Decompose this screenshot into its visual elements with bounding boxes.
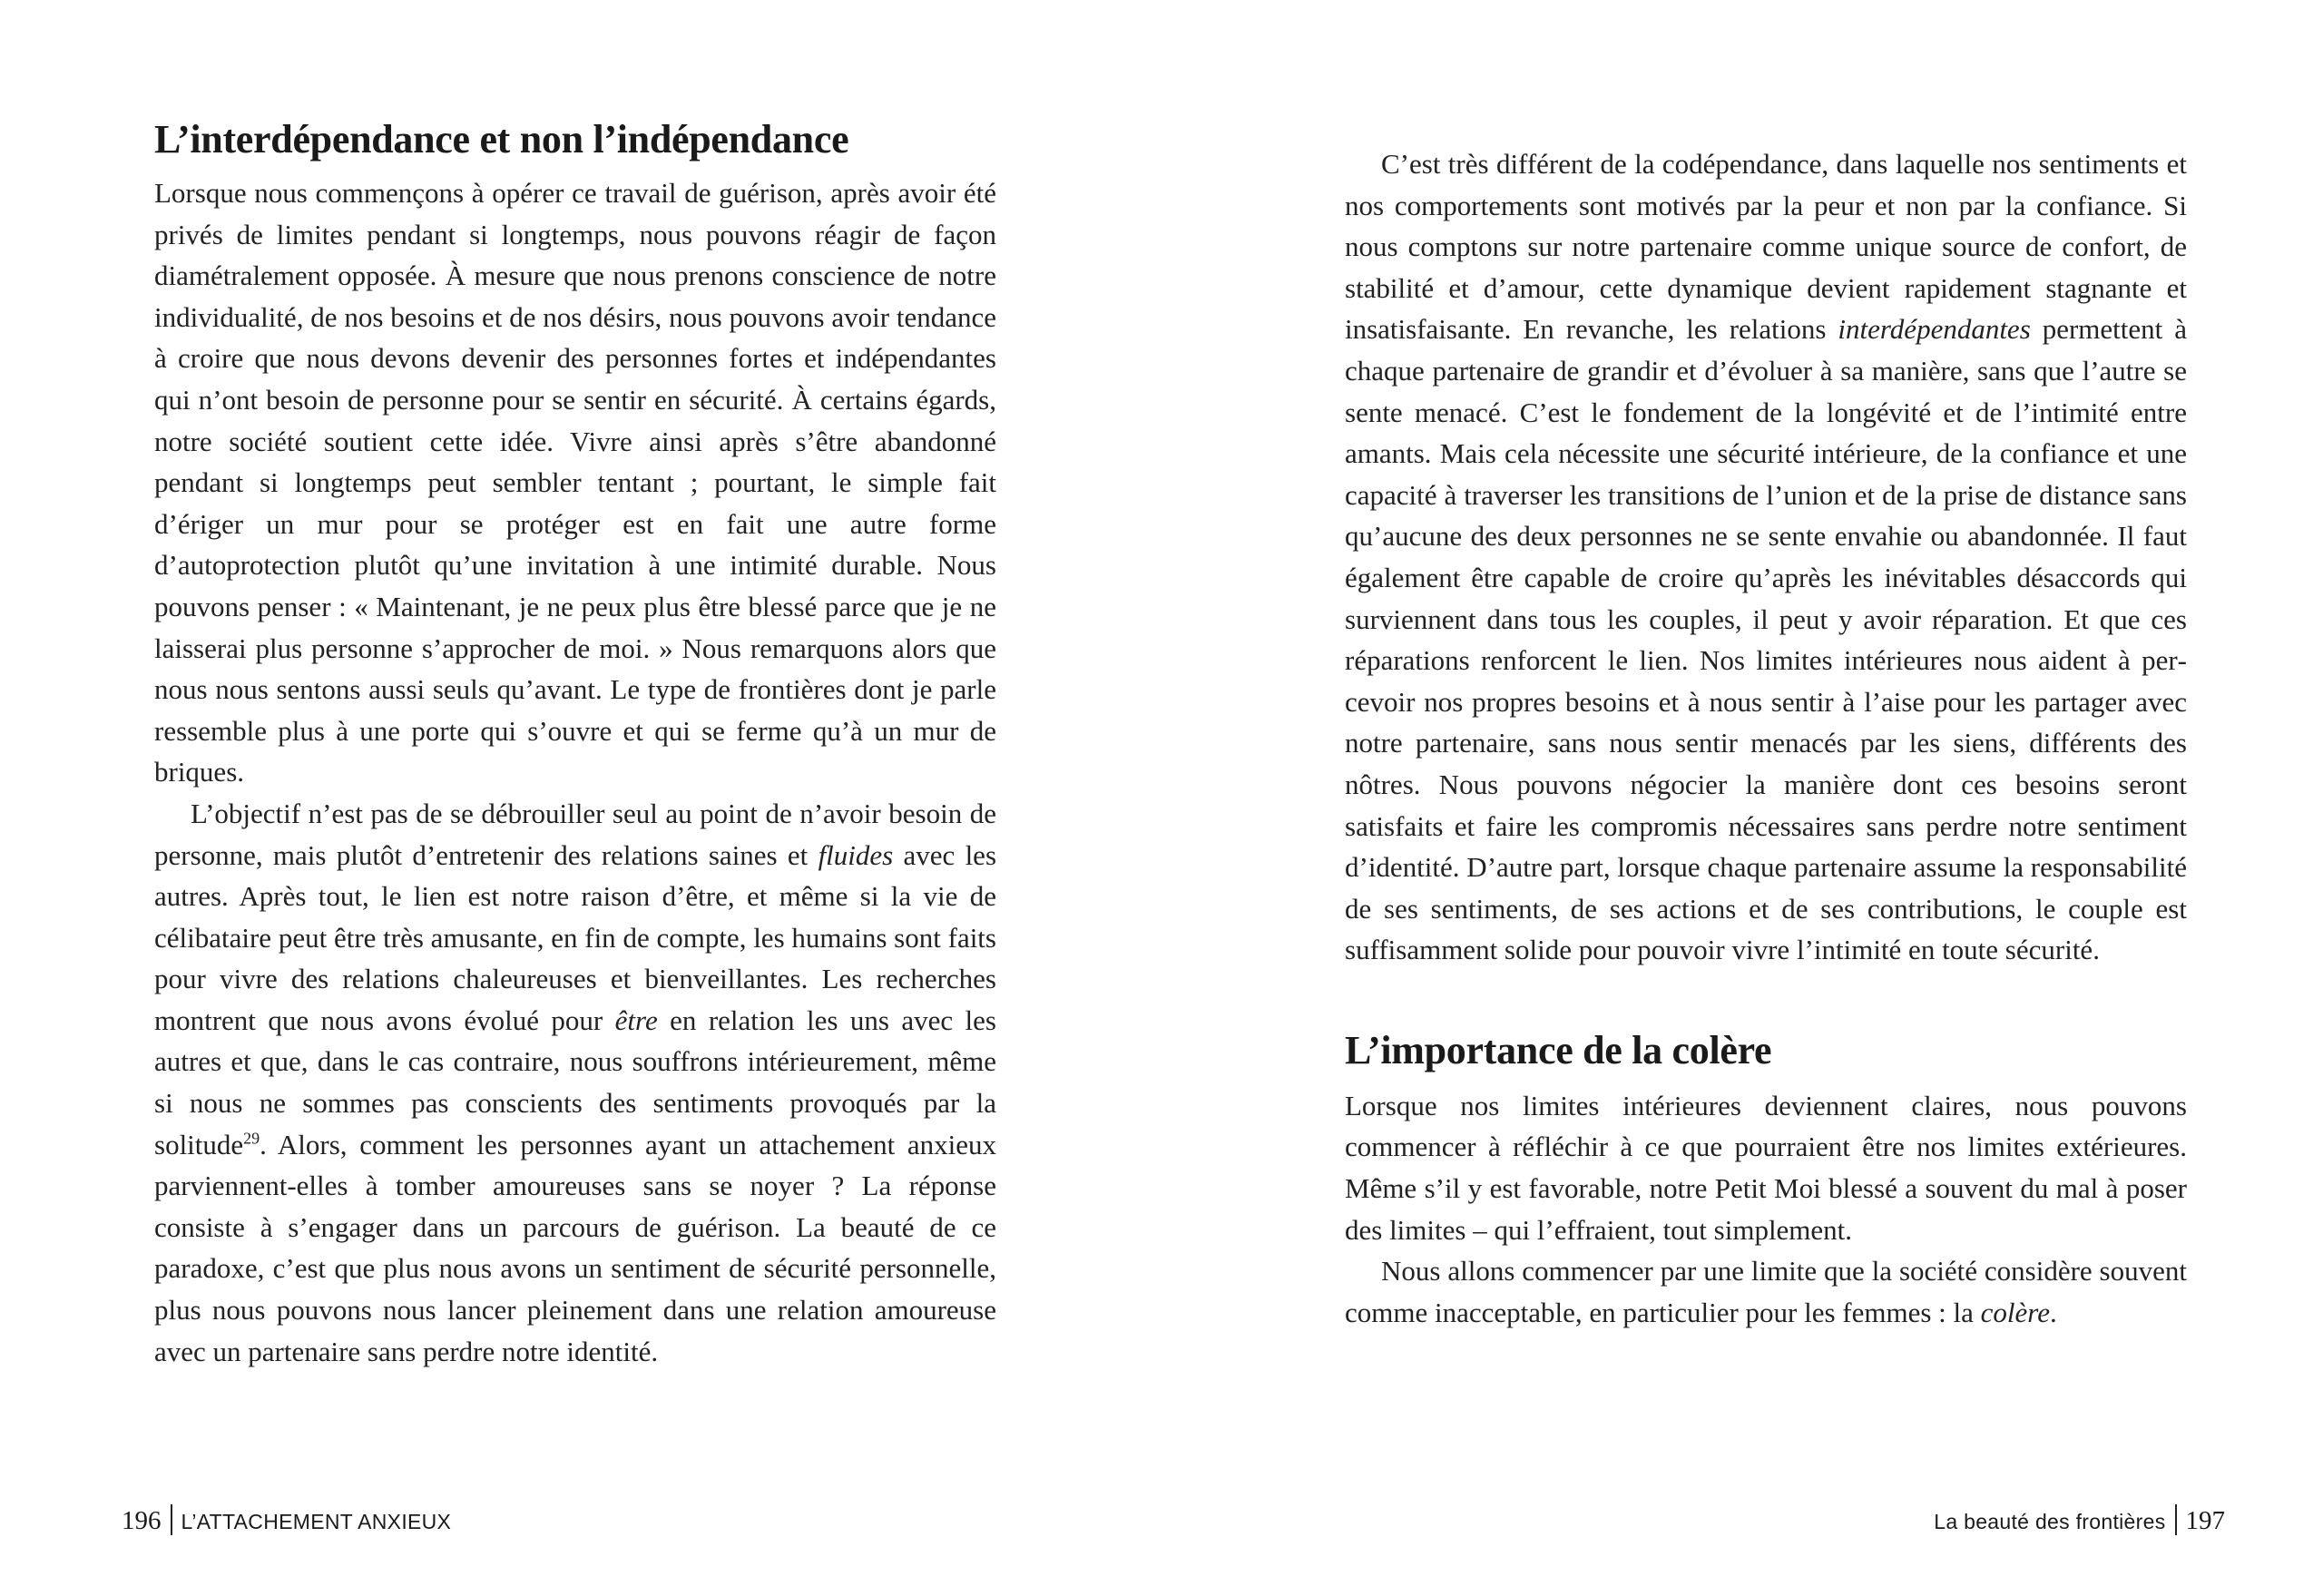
left-p2-text-4: . Alors, comment les personnes ayant un attachement anxieux parviennent-elles à tomber amoureuses sans se noyer ? La réponse consiste à s’engager dans un parcours de guérison. La beauté de ce paradoxe, c’est que plus nous avons un sentiment de sécurité personnelle, plus nous pouvons nous lancer pleinement dans une relation amoureuse avec un partenaire sans perdre notre identité. xyxy=(154,1128,996,1367)
right-paragraph-3 xyxy=(1345,1250,2187,1333)
folio-divider xyxy=(171,1504,172,1535)
left-p2-text-3: en relation les uns avec les autres et que, dans le cas contraire, nous souffrons intérieurement, même si nous ne sommes pas conscients des sentiments provoqués par la solitude xyxy=(154,1004,996,1160)
left-page-footer xyxy=(122,1504,451,1538)
right-paragraph-2: Lorsque nos limites intérieures deviennent claires, nous pouvons commencer à réfléchir à ce que pourraient être nos limites extérieures. Même s’il y est favorable, notre Petit Moi blessé a souvent du mal à poser des limites – qui l’effraient, tout simplement. xyxy=(1345,1089,2187,1246)
left-page-number: 196 xyxy=(122,1506,162,1535)
footnote-reference: 29 xyxy=(243,1129,260,1148)
section-heading-interdependance: L’interdépendance et non l’indépendance xyxy=(154,117,849,162)
folio-divider xyxy=(2175,1504,2177,1535)
left-paragraph-2 xyxy=(154,793,996,1372)
left-text-column xyxy=(154,116,996,1372)
right-p3-text-1: Nous allons commencer par une limite que la société considère souvent comme inacceptable, en particulier pour les femmes : la xyxy=(1345,1255,2187,1328)
right-running-head: La beauté des frontières xyxy=(1934,1510,2166,1533)
left-p2-italic-fluides: fluides xyxy=(818,838,894,871)
left-paragraph-1: Lorsque nous commençons à opérer ce travail de guérison, après avoir été privés de limites pendant si longtemps, nous pouvons réagir de façon diamétralement opposée. À mesure que nous prenons conscience de notre individualité, de nos besoins et de nos désirs, nous pouvons avoir tendance à croire que nous devons devenir des personnes fortes et indépendantes qui n’ont besoin de personne pour se sentir en sécurité. À certains égards, notre société soutient cette idée. Vivre ainsi après s’être abandonné pendant si longtemps peut sembler tentant ; pourtant, le simple fait d’ériger un mur pour se protéger est en fait une autre forme d’autoprotection plutôt qu’une invitation à une intimité durable. Nous pouvons penser : « Maintenant, je ne peux plus être blessé parce que je ne laisserai plus personne s’approcher de moi. » Nous remarquons alors que nous nous sentons aussi seuls qu’avant. Le type de frontières dont je parle ressemble plus à une porte qui s’ouvre et qui se ferme qu’à un mur de briques. xyxy=(154,177,996,788)
right-page-footer xyxy=(1934,1504,2225,1538)
right-p1-italic-interdependantes: interdépendantes xyxy=(1838,313,2031,346)
right-p3-italic-colere: colère xyxy=(1980,1296,2050,1328)
right-p1-text-2: permettent à chaque partenaire de grandir et d’évoluer à sa manière, sans que l’autre se sente menacé. C’est le fondement de la longévité et de l’intimité entre amants. Mais cela nécessite une sécurité intérieure, de la confiance et une capacité à traverser les transitions de l’union et de la prise de distance sans qu’aucune des deux personnes ne se sente envahie ou abandonnée. Il faut également être capable de croire qu’après les inévitables désaccords qui surviennent dans tous les couples, il peut y avoir réparation. Et que ces réparations renforcent le lien. Nos limites intérieures nous aident à percevoir nos propres besoins et à nous sentir à l’aise pour les partager avec notre partenaire, sans nous sentir menacés par les siens, différents des nôtres. Nous pouvons négocier la manière dont ces besoins seront satisfaits et faire les compromis nécessaires sans perdre notre sentiment d’identité. D’autre part, lorsque chaque partenaire assume la responsabilité de ses sentiments, de ses actions et de ses contributions, le couple est suffisamment solide pour pouvoir vivre l’intimité en toute sécurité. xyxy=(1345,313,2188,966)
right-page xyxy=(1162,0,2323,1596)
right-p1-text-1: C’est très différent de la codépendance, dans laquelle nos sentiments et nos comportements sont motivés par la peur et non par la confiance. Si nous comptons sur notre partenaire comme unique source de confort, de stabilité et d’amour, cette dynamique devient rapidement stagnante et insatisfaisante. En revanche, les relations xyxy=(1345,148,2187,346)
section-heading-colere: L’importance de la colère xyxy=(1345,1027,1772,1072)
left-running-head: L’ATTACHEMENT ANXIEUX xyxy=(181,1510,452,1533)
left-p2-italic-etre: être xyxy=(614,1004,658,1036)
right-page-number: 197 xyxy=(2185,1506,2225,1535)
right-paragraph-1 xyxy=(1345,143,2187,971)
left-p2-text-2: avec les autres. Après tout, le lien est notre raison d’être, et même si la vie de célibataire peut être très amusante, en fin de compte, les humains sont faits pour vivre des relations chaleureuses et bienveillantes. Les recherches montrent que nous avons évolué pour xyxy=(154,838,997,1036)
right-text-column xyxy=(1345,143,2187,1333)
left-p2-text-1: L’objectif n’est pas de se débrouiller seul au point de n’avoir besoin de personne, mais plutôt d’entretenir des relations saines et xyxy=(154,797,996,871)
right-p3-text-2: . xyxy=(2049,1296,2057,1328)
